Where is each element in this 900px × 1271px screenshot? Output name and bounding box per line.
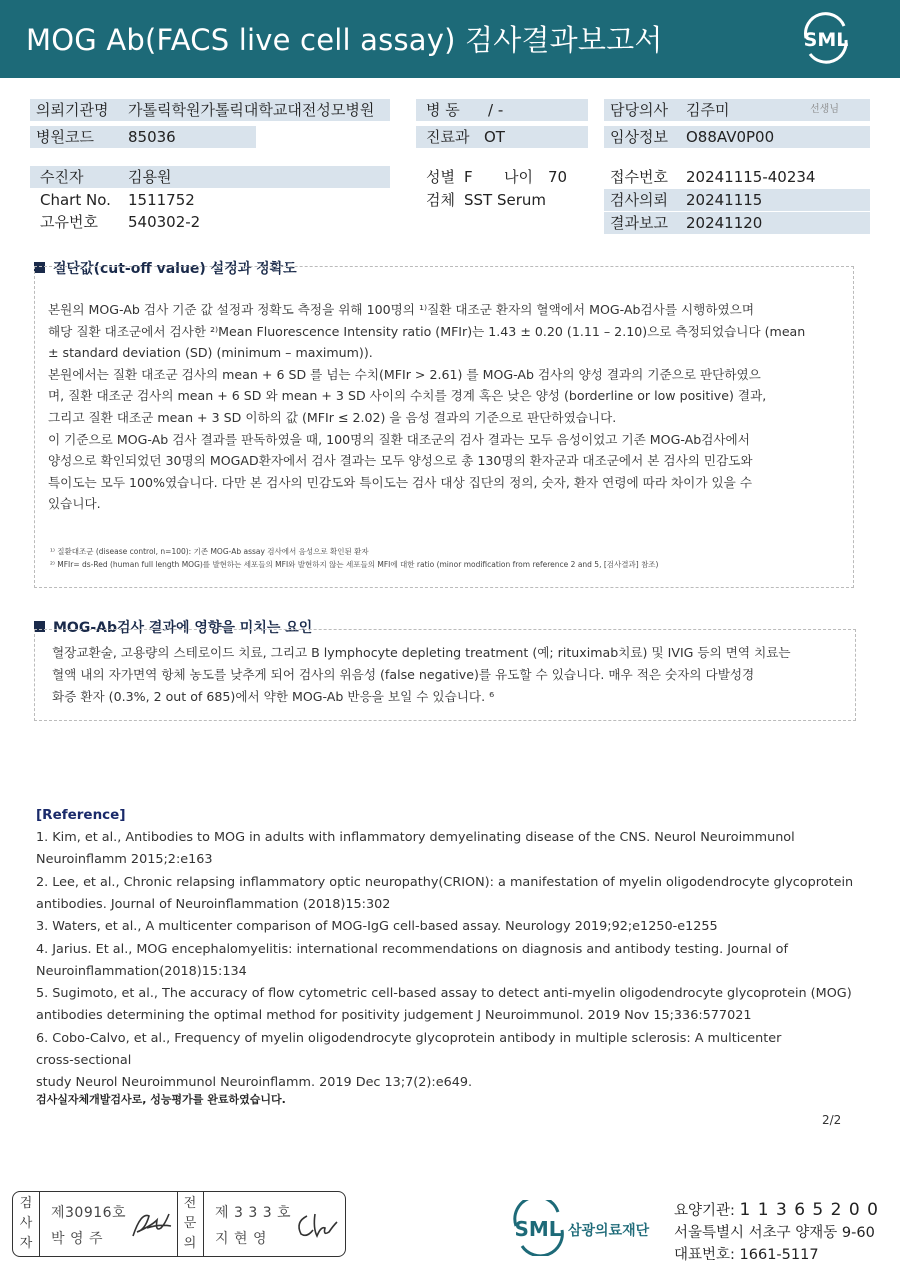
inspector-signature-icon xyxy=(129,1206,175,1244)
sml-logo-text: SML xyxy=(514,1217,562,1241)
value-request-date: 20241115 xyxy=(686,191,763,209)
paragraph-line: 며, 질환 대조군 검사의 mean + 6 SD 와 mean + 3 SD 사이의 수치를 경계 혹은 낮은 양성 (borderline or low positive) 결과, xyxy=(48,388,767,404)
row-receipt-no xyxy=(604,166,870,188)
row-report-date xyxy=(604,212,870,234)
specialist-signature-icon xyxy=(293,1208,339,1244)
reference-line: cross-sectional xyxy=(36,1053,132,1068)
specialist-license-no: 제 3 3 3 호 xyxy=(215,1205,292,1221)
row-patient xyxy=(30,166,390,188)
inspector-name: 박 영 주 xyxy=(51,1231,103,1247)
care-institution xyxy=(674,1199,879,1220)
value-doctor: 김주미 xyxy=(686,101,730,119)
label-age: 나이 xyxy=(504,168,533,186)
row-chart-no xyxy=(30,189,390,211)
value-specimen: SST Serum xyxy=(464,191,547,209)
label-requesting-institution: 의뢰기관명 xyxy=(36,101,109,119)
value-sex: F xyxy=(464,168,473,186)
reference-line: 1. Kim, et al., Antibodies to MOG in adults with inflammatory demyelinating disease of the CNS. Neurol Neuroimmunol xyxy=(36,830,795,845)
footnote-line: ²⁾ MFIr= ds-Red (human full length MOG)를 발현하는 세포들의 MFI와 발현하지 않는 세포들의 MFI에 대한 ratio (minor modification from reference 2 and 5, [검사결과] 참조) xyxy=(50,559,659,569)
row-request-date xyxy=(604,189,870,211)
divider xyxy=(203,1192,204,1256)
row-specimen xyxy=(420,189,590,211)
label-report-date: 결과보고 xyxy=(610,214,668,232)
label-specimen: 검체 xyxy=(426,191,455,209)
specialist-label-char: 의 xyxy=(183,1236,197,1251)
paragraph-line: 해당 질환 대조군에서 검사한 ²⁾Mean Fluorescence Intensity ratio (MFIr)는 1.43 ± 0.20 (1.11 – 2.10)으로 측정되었습니다 (mean xyxy=(48,323,806,339)
organization-name: 삼광의료재단 xyxy=(568,1223,650,1239)
section-title-cutoff: 절단값(cut-off value) 설정과 정확도 xyxy=(53,261,297,277)
row-department xyxy=(416,126,588,148)
paragraph-line: 혈액 내의 자가면역 항체 농도를 낮추게 되어 검사의 위음성 (false negative)를 유도할 수 있습니다. 매우 적은 숫자의 다발성경 xyxy=(52,667,755,682)
phone xyxy=(674,1243,819,1264)
label-request-date: 검사의뢰 xyxy=(610,191,668,209)
row-hospital-code xyxy=(30,126,256,148)
signature-box xyxy=(12,1191,346,1257)
reference-line: study Neurol Neuroimmunol Neuroinflamm. 2019 Dec 13;7(2):e649. xyxy=(36,1075,473,1091)
paragraph-line: 그리고 질환 대조군 mean + 3 SD 이하의 값 (MFIr ≤ 2.02) 을 음성 결과의 기준으로 판단하였습니다. xyxy=(48,410,617,425)
specialist-name: 지 현 영 xyxy=(215,1231,267,1247)
reference-line: 2. Lee, et al., Chronic relapsing inflammatory optic neuropathy(CRION): a manifestation of myelin oligodendrocyte glycoprotein xyxy=(36,874,854,890)
label-chart-no: Chart No. xyxy=(40,191,111,209)
paragraph-line: 이 기준으로 MOG-Ab 검사 결과를 판독하였을 때, 100명의 질환 대조군의 검사 결과는 모두 음성이었고 기존 MOG-Ab검사에서 xyxy=(48,431,750,447)
reference-line: antibodies determining the optimal method for positivity judgement J Neuroimmunol. 2019 Nov 15;336:577021 xyxy=(36,1008,752,1024)
reference-line: 6. Cobo-Calvo, et al., Frequency of myelin oligodendrocyte glycoprotein antibody in multiple sclerosis: A multicenter xyxy=(36,1030,782,1046)
organization-address: 서울특별시 서초구 양재동 9-60 xyxy=(674,1225,875,1241)
value-ward: / - xyxy=(488,101,504,119)
reference-line: antibodies. Journal of Neuroinflammation (2018)15:302 xyxy=(36,896,391,912)
paragraph-line: 본원의 MOG-Ab 검사 기준 값 설정과 정확도 측정을 위해 100명의 ¹⁾질환 대조군 환자의 혈액에서 MOG-Ab검사를 시행하였으며 xyxy=(48,302,755,317)
paragraph-line: 화증 환자 (0.3%, 2 out of 685)에서 약한 MOG-Ab 반응을 보일 수 있습니다. ⁶ xyxy=(52,689,495,704)
report-title: MOG Ab(FACS live cell assay) 검사결과보고서 xyxy=(26,23,663,57)
label-doctor: 담당의사 xyxy=(610,101,668,119)
row-unique-id xyxy=(30,211,390,233)
doctor-suffix: 선생님 xyxy=(810,104,839,115)
inspector-label-char: 사 xyxy=(19,1216,33,1231)
footnote-line: ¹⁾ 질환대조군 (disease control, n=100): 기존 MOG-Ab assay 검사에서 음성으로 확인된 환자 xyxy=(50,547,369,556)
value-chart-no: 1511752 xyxy=(128,191,195,209)
validation-note: 검사실자체개발검사로, 성능평가를 완료하였습니다. xyxy=(36,1093,286,1106)
row-clinical-info xyxy=(604,126,870,148)
specialist-label-char: 문 xyxy=(183,1216,197,1231)
paragraph-line: 특이도는 모두 100%였습니다. 다만 본 검사의 민감도와 특이도는 검사 대상 집단의 정의, 숫자, 환자 연령에 따라 차이가 있을 수 xyxy=(48,474,753,490)
care-institution-label: 요양기관: xyxy=(674,1203,735,1219)
reference-line: Neuroinflammation(2018)15:134 xyxy=(36,963,247,979)
row-ward xyxy=(416,99,588,121)
reference-line: Neuroinflamm 2015;2:e163 xyxy=(36,852,213,868)
row-requesting-institution xyxy=(30,99,390,121)
section-title-factors: MOG-Ab검사 결과에 영향을 미치는 요인 xyxy=(53,620,313,636)
value-patient: 김용원 xyxy=(128,168,172,186)
report-header xyxy=(0,0,900,78)
value-department: OT xyxy=(484,128,505,146)
value-age: 70 xyxy=(548,168,568,186)
paragraph-line: 양성으로 확인되었던 30명의 MOGAD환자에서 검사 결과는 모두 양성으로 총 130명의 환자군과 대조군에서 본 검사의 민감도와 xyxy=(48,453,753,469)
paragraph-line: 있습니다. xyxy=(48,496,101,512)
value-report-date: 20241120 xyxy=(686,214,763,232)
care-institution-no: 1 1 3 6 5 2 0 0 xyxy=(739,1200,879,1220)
divider xyxy=(39,1192,40,1256)
label-department: 진료과 xyxy=(426,128,470,146)
label-hospital-code: 병원코드 xyxy=(36,128,94,146)
reference-line: 3. Waters, et al., A multicenter comparison of MOG-IgG cell-based assay. Neurology 2019;92;e1250-e1255 xyxy=(36,919,718,935)
value-clinical-info: O88AV0P00 xyxy=(686,128,775,146)
inspector-label-char: 자 xyxy=(19,1236,33,1251)
label-ward: 병 동 xyxy=(426,101,460,119)
paragraph-line: 혈장교환술, 고용량의 스테로이드 치료, 그리고 B lymphocyte depleting treatment (예; rituximab치료) 및 IVIG 등의 면역 치료는 xyxy=(52,645,791,660)
specialist-label-char: 전 xyxy=(183,1196,197,1211)
reference-line: 5. Sugimoto, et al., The accuracy of flow cytometric cell-based assay to detect anti-myelin oligodendrocyte glycoprotein (MOG) xyxy=(36,986,852,1002)
paragraph-line: 본원에서는 질환 대조군 검사의 mean + 6 SD 를 넘는 수치(MFIr > 2.61) 를 MOG-Ab 검사의 양성 결과의 기준으로 판단하였으 xyxy=(48,366,761,382)
inspector-label xyxy=(15,1192,37,1256)
label-receipt-no: 접수번호 xyxy=(610,168,668,186)
sml-logo-icon xyxy=(510,1200,568,1256)
label-sex: 성별 xyxy=(426,168,455,186)
paragraph-line: ± standard deviation (SD) (minimum – maximum)). xyxy=(48,345,373,361)
value-unique-id: 540302-2 xyxy=(128,213,201,231)
phone-number: 1661-5117 xyxy=(739,1247,819,1263)
specialist-label xyxy=(179,1192,201,1256)
inspector-license-no: 제30916호 xyxy=(51,1205,127,1221)
value-requesting-institution: 가톨릭학원가톨릭대학교대전성모병원 xyxy=(128,101,375,119)
label-patient: 수진자 xyxy=(40,168,84,186)
value-hospital-code: 85036 xyxy=(128,128,176,146)
value-receipt-no: 20241115-40234 xyxy=(686,168,816,186)
page-number: 2/2 xyxy=(822,1113,842,1127)
references-title: [Reference] xyxy=(36,807,126,823)
label-clinical-info: 임상정보 xyxy=(610,128,668,146)
label-unique-id: 고유번호 xyxy=(40,213,98,231)
sml-logo-text: SML xyxy=(803,29,849,51)
inspector-label-char: 검 xyxy=(19,1196,33,1211)
row-sex-age xyxy=(420,166,590,188)
phone-label: 대표번호: xyxy=(674,1247,735,1263)
reference-line: 4. Jarius. Et al., MOG encephalomyelitis: international recommendations on diagnosis and antibody testing. Journal of xyxy=(36,941,788,957)
sml-logo-icon xyxy=(798,12,854,66)
divider xyxy=(177,1192,178,1256)
row-doctor xyxy=(604,99,870,121)
